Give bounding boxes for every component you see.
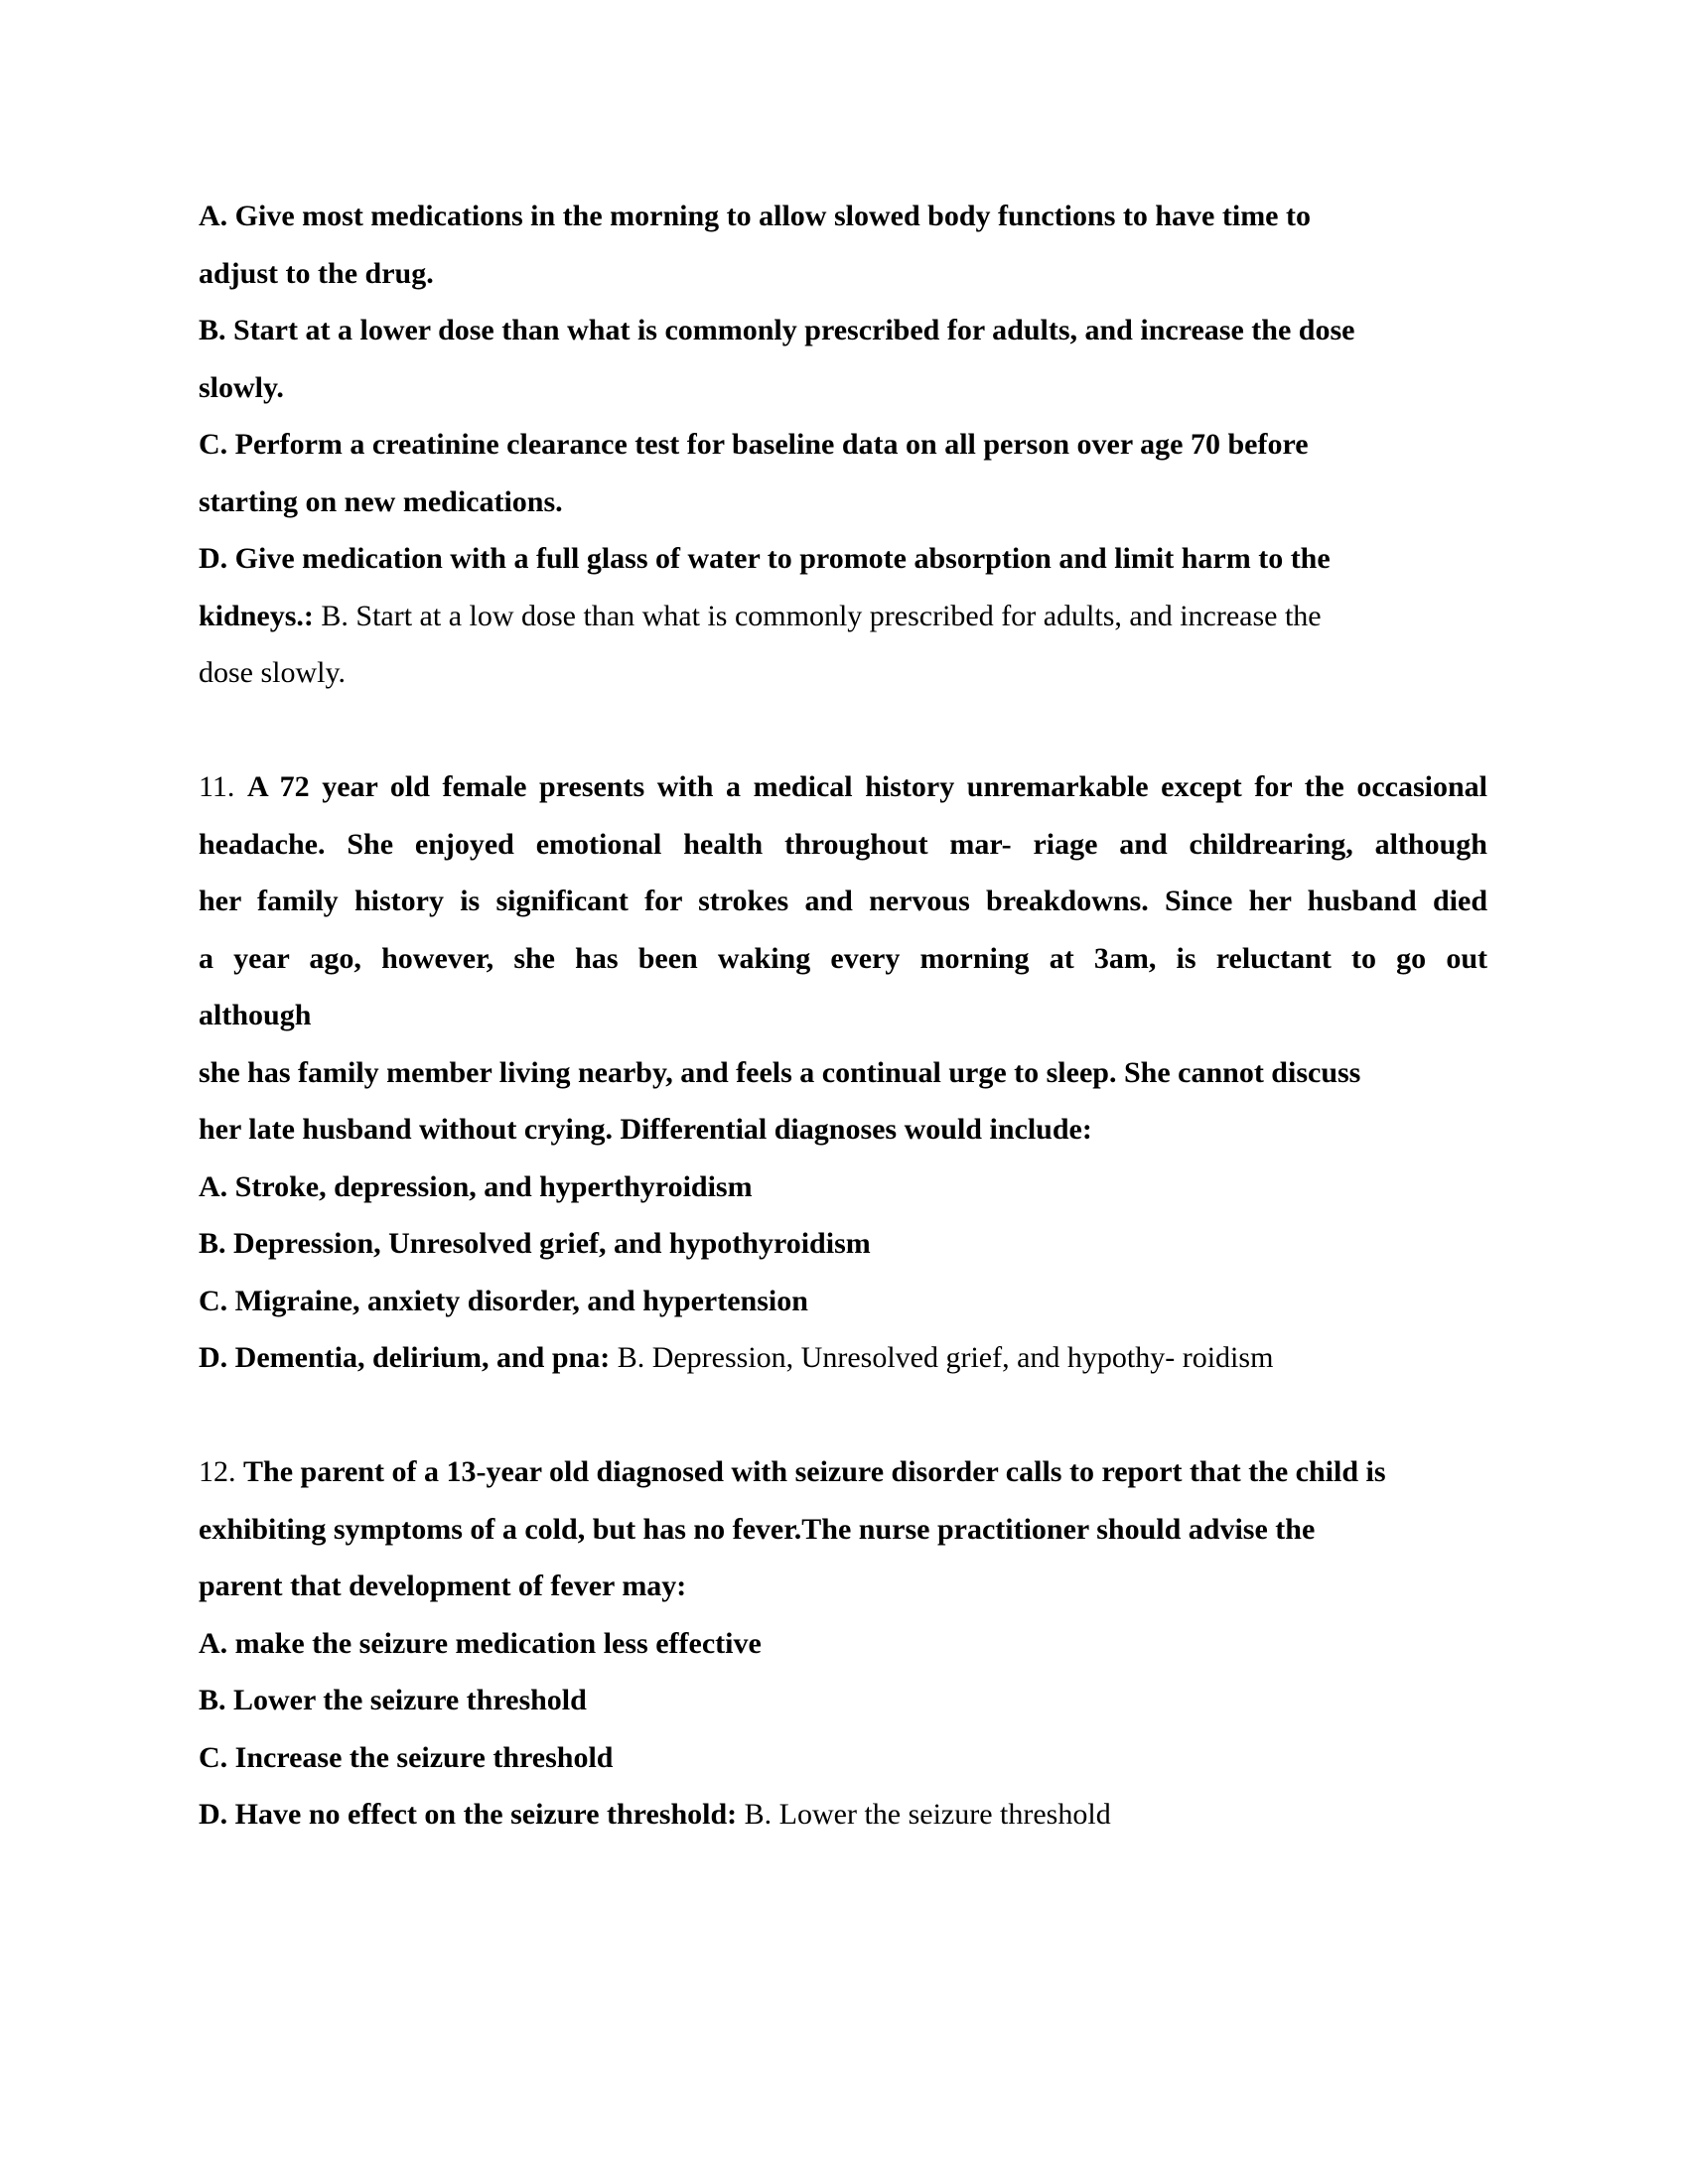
- question-12: [199, 1443, 1487, 1843]
- question-number: 12.: [199, 1455, 236, 1488]
- answer-text: B. Depression, Unresolved grief, and hypothy- roidism: [610, 1341, 1274, 1374]
- paragraph-spacer: [199, 1387, 1487, 1444]
- option-d-line: D. Give medication with a full glass of water to promote absorption and limit harm to the: [199, 542, 1331, 575]
- option-a-line: A. make the seizure medication less effective: [199, 1626, 762, 1660]
- question-stem-line: 11. A 72 year old female presents with a medical history unremarkable except for the occasional: [199, 770, 1487, 803]
- question-stem-line: parent that development of fever may:: [199, 1570, 687, 1602]
- answer-text: B. Lower the seizure threshold: [737, 1798, 1111, 1831]
- question-stem-line: headache. She enjoyed emotional health throughout mar- riage and childrearing, although: [199, 827, 1487, 861]
- question-stem-line: exhibiting symptoms of a cold, but has no fever.The nurse practitioner should advise the: [199, 1512, 1316, 1546]
- answer-text: B. Start at a low dose than what is commonly prescribed for adults, and increase the: [313, 599, 1322, 632]
- option-b-line: B. Lower the seizure threshold: [199, 1684, 587, 1716]
- option-c-line: C. Perform a creatinine clearance test for baseline data on all person over age 70 before: [199, 428, 1309, 461]
- answer-line: [199, 644, 1487, 702]
- question-10-continued: [199, 188, 1487, 702]
- paragraph-spacer: [199, 702, 1487, 759]
- question-stem-line: a year ago, however, she has been waking every morning at 3am, is reluctant to go out: [199, 941, 1487, 975]
- question-stem-line: 12. The parent of a 13-year old diagnosed with seizure disorder calls to report that the child is: [199, 1455, 1386, 1488]
- option-b-line: B. Depression, Unresolved grief, and hypothyroidism: [199, 1227, 871, 1260]
- question-stem-line: her late husband without crying. Differential diagnoses would include:: [199, 1113, 1092, 1146]
- option-d-answer-line: [199, 1786, 1487, 1843]
- question-stem-line: her family history is significant for strokes and nervous breakdowns. Since her husband died: [199, 885, 1487, 917]
- option-a-line: adjust to the drug.: [199, 256, 434, 290]
- option-b-line: slowly.: [199, 370, 284, 404]
- option-b-line: B. Start at a lower dose than what is commonly prescribed for adults, and increase the dose: [199, 314, 1355, 346]
- option-c-line: C. Migraine, anxiety disorder, and hypertension: [199, 1284, 808, 1317]
- question-stem-line: although: [199, 999, 312, 1031]
- question-stem-line: she has family member living nearby, and feels a continual urge to sleep. She cannot discuss: [199, 1055, 1361, 1089]
- option-a-line: A. Stroke, depression, and hyperthyroidism: [199, 1169, 753, 1203]
- option-d-text: D. Dementia, delirium, and pna:: [199, 1341, 611, 1374]
- answer-text: dose slowly.: [199, 656, 347, 689]
- option-d-answer-line: [199, 588, 1487, 645]
- question-11: [199, 758, 1487, 1387]
- option-d-text: D. Have no effect on the seizure threshold:: [199, 1798, 738, 1831]
- option-d-answer-line: [199, 1329, 1487, 1387]
- document-page: [199, 188, 1487, 1843]
- option-c-line: C. Increase the seizure threshold: [199, 1740, 614, 1774]
- option-d-text: kidneys.:: [199, 599, 314, 632]
- option-c-line: starting on new medications.: [199, 484, 563, 518]
- question-number: 11.: [199, 770, 235, 803]
- option-a-line: A. Give most medications in the morning to allow slowed body functions to have time to: [199, 200, 1311, 232]
